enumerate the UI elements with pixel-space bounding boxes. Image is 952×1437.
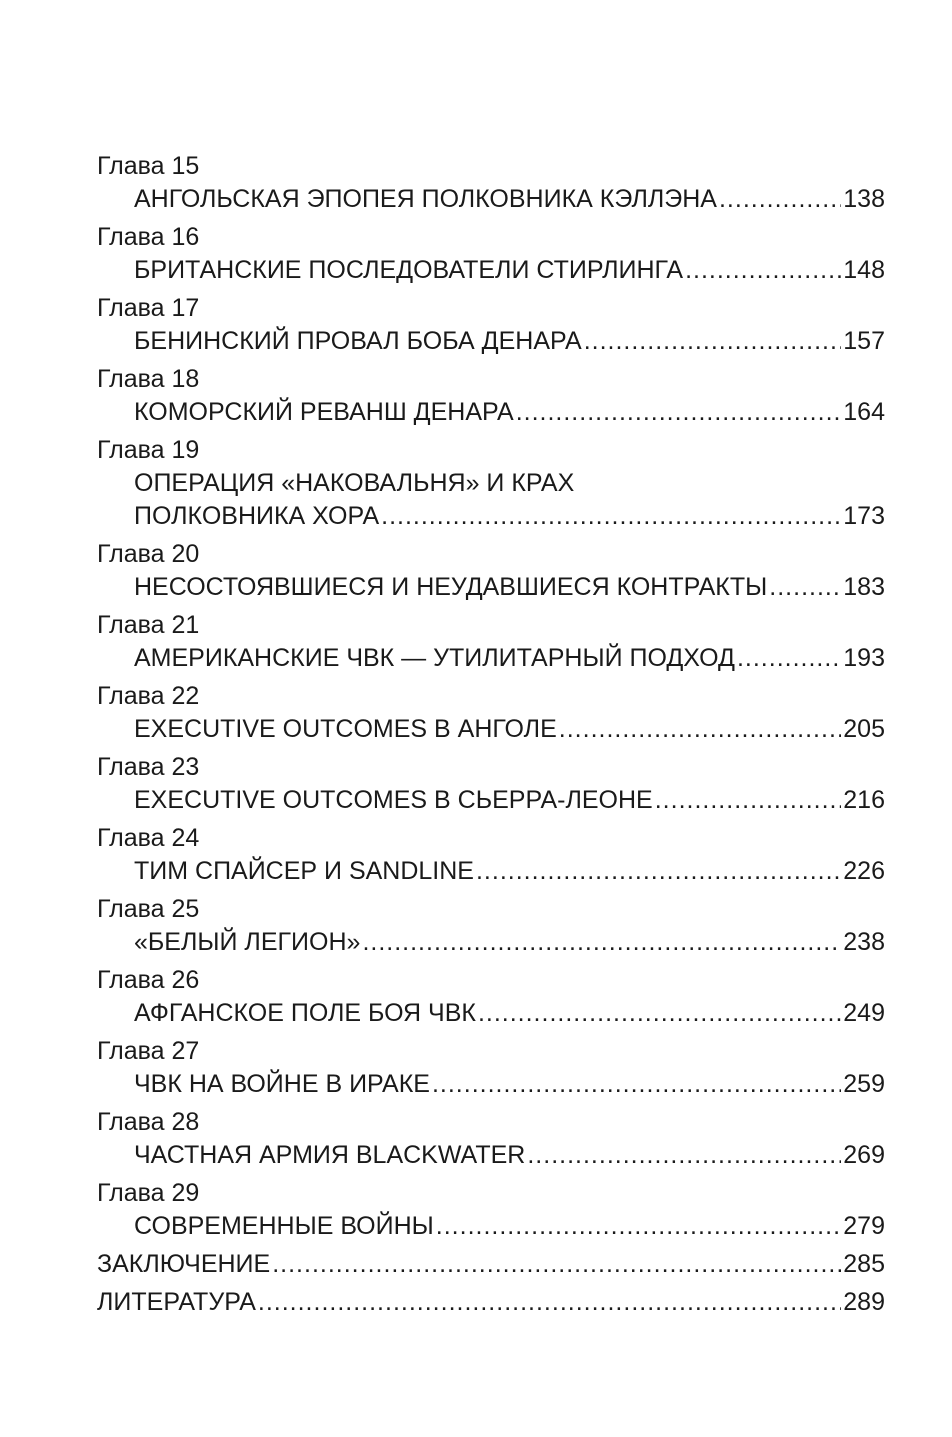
toc-entry-chapter-18 <box>97 363 885 429</box>
toc-entry-conclusion[interactable] <box>97 1248 885 1281</box>
page-number: 289 <box>843 1288 885 1316</box>
toc-entry-chapter-29 <box>97 1177 885 1243</box>
chapter-label: Глава 15 <box>97 152 200 180</box>
toc-entry-chapter-26 <box>97 964 885 1030</box>
section-title: ЛИТЕРАТУРА <box>97 1288 256 1316</box>
page-number: 193 <box>843 644 885 672</box>
dot-leader <box>516 396 842 429</box>
dot-leader <box>476 855 841 888</box>
dot-leader <box>719 183 841 216</box>
chapter-label: Глава 23 <box>97 753 200 781</box>
chapter-title: EXECUTIVE OUTCOMES В СЬЕРРА-ЛЕОНЕ <box>134 786 653 814</box>
chapter-label: Глава 27 <box>97 1037 200 1065</box>
dot-leader <box>478 997 841 1030</box>
toc-entry-chapter-19 <box>97 434 885 533</box>
dot-leader <box>362 926 841 959</box>
chapter-title-row[interactable] <box>97 254 885 287</box>
chapter-label: Глава 25 <box>97 895 200 923</box>
dot-leader <box>559 713 842 746</box>
chapter-label: Глава 26 <box>97 966 200 994</box>
toc-entry-chapter-28 <box>97 1106 885 1172</box>
chapter-title: АФГАНСКОЕ ПОЛЕ БОЯ ЧВК <box>134 999 476 1027</box>
chapter-label: Глава 16 <box>97 223 200 251</box>
section-title: ЗАКЛЮЧЕНИЕ <box>97 1250 271 1278</box>
toc-entry-chapter-25 <box>97 893 885 959</box>
chapter-title: КОМОРСКИЙ РЕВАНШ ДЕНАРА <box>134 398 514 426</box>
chapter-title-row[interactable] <box>97 997 885 1030</box>
chapter-title: БЕНИНСКИЙ ПРОВАЛ БОБА ДЕНАРА <box>134 327 582 355</box>
toc-entry-chapter-20 <box>97 538 885 604</box>
chapter-title-line-1: ОПЕРАЦИЯ «НАКОВАЛЬНЯ» И КРАХ <box>134 469 575 497</box>
dot-leader <box>584 325 842 358</box>
table-of-contents <box>97 150 885 1319</box>
chapter-title-row[interactable] <box>97 713 885 746</box>
page-number: 138 <box>843 185 885 213</box>
toc-entry-chapter-24 <box>97 822 885 888</box>
chapter-label: Глава 28 <box>97 1108 200 1136</box>
chapter-title-row[interactable] <box>97 500 885 533</box>
page-number: 269 <box>843 1141 885 1169</box>
dot-leader <box>769 571 841 604</box>
chapter-title-row[interactable] <box>97 926 885 959</box>
toc-entry-chapter-23 <box>97 751 885 817</box>
chapter-title-row[interactable] <box>97 855 885 888</box>
toc-entry-chapter-17 <box>97 292 885 358</box>
chapter-label: Глава 19 <box>97 436 200 464</box>
chapter-title: БРИТАНСКИЕ ПОСЛЕДОВАТЕЛИ СТИРЛИНГА <box>134 256 684 284</box>
page-number: 183 <box>843 573 885 601</box>
chapter-title: АМЕРИКАНСКИЕ ЧВК — УТИЛИТАРНЫЙ ПОДХОД <box>134 644 735 672</box>
chapter-title: ТИМ СПАЙСЕР И SANDLINE <box>134 857 474 885</box>
toc-entry-chapter-21 <box>97 609 885 675</box>
toc-entry-chapter-16 <box>97 221 885 287</box>
page-number: 164 <box>843 398 885 426</box>
dot-leader <box>737 642 841 675</box>
toc-entry-literature[interactable] <box>97 1286 885 1319</box>
chapter-title: АНГОЛЬСКАЯ ЭПОПЕЯ ПОЛКОВНИКА КЭЛЛЭНА <box>134 185 717 213</box>
chapter-label: Глава 24 <box>97 824 200 852</box>
chapter-title-row[interactable] <box>97 1068 885 1101</box>
chapter-title: ПОЛКОВНИКА ХОРА <box>134 502 380 530</box>
chapter-title: НЕСОСТОЯВШИЕСЯ И НЕУДАВШИЕСЯ КОНТРАКТЫ <box>134 573 768 601</box>
chapter-label: Глава 20 <box>97 540 200 568</box>
dot-leader <box>381 500 841 533</box>
chapter-label: Глава 17 <box>97 294 200 322</box>
page-number: 148 <box>843 256 885 284</box>
page-number: 226 <box>843 857 885 885</box>
dot-leader <box>685 254 841 287</box>
dot-leader <box>655 784 842 817</box>
page-number: 216 <box>843 786 885 814</box>
page-number: 173 <box>843 502 885 530</box>
chapter-label: Глава 18 <box>97 365 200 393</box>
chapter-label: Глава 22 <box>97 682 200 710</box>
page-number: 205 <box>843 715 885 743</box>
page-number: 279 <box>843 1212 885 1240</box>
chapter-title: EXECUTIVE OUTCOMES В АНГОЛЕ <box>134 715 557 743</box>
dot-leader <box>527 1139 841 1172</box>
page-number: 259 <box>843 1070 885 1098</box>
chapter-title-row[interactable] <box>97 325 885 358</box>
page-number: 157 <box>843 327 885 355</box>
chapter-title: «БЕЛЫЙ ЛЕГИОН» <box>134 928 361 956</box>
chapter-title: СОВРЕМЕННЫЕ ВОЙНЫ <box>134 1212 434 1240</box>
dot-leader <box>436 1210 842 1243</box>
dot-leader <box>432 1068 841 1101</box>
chapter-title-row[interactable] <box>97 571 885 604</box>
chapter-title: ЧАСТНАЯ АРМИЯ BLACKWATER <box>134 1141 526 1169</box>
chapter-label: Глава 29 <box>97 1179 200 1207</box>
chapter-title-row[interactable] <box>97 642 885 675</box>
dot-leader <box>272 1248 841 1281</box>
chapter-title: ЧВК НА ВОЙНЕ В ИРАКЕ <box>134 1070 430 1098</box>
toc-entry-chapter-27 <box>97 1035 885 1101</box>
toc-entry-chapter-22 <box>97 680 885 746</box>
chapter-title-row[interactable] <box>97 784 885 817</box>
chapter-title-row[interactable] <box>97 396 885 429</box>
toc-entry-chapter-15 <box>97 150 885 216</box>
page-number: 238 <box>843 928 885 956</box>
page-number: 249 <box>843 999 885 1027</box>
chapter-title-row[interactable] <box>97 183 885 216</box>
chapter-label: Глава 21 <box>97 611 200 639</box>
chapter-title-row[interactable] <box>97 1210 885 1243</box>
page-number: 285 <box>843 1250 885 1278</box>
dot-leader <box>258 1286 841 1319</box>
chapter-title-row[interactable] <box>97 1139 885 1172</box>
